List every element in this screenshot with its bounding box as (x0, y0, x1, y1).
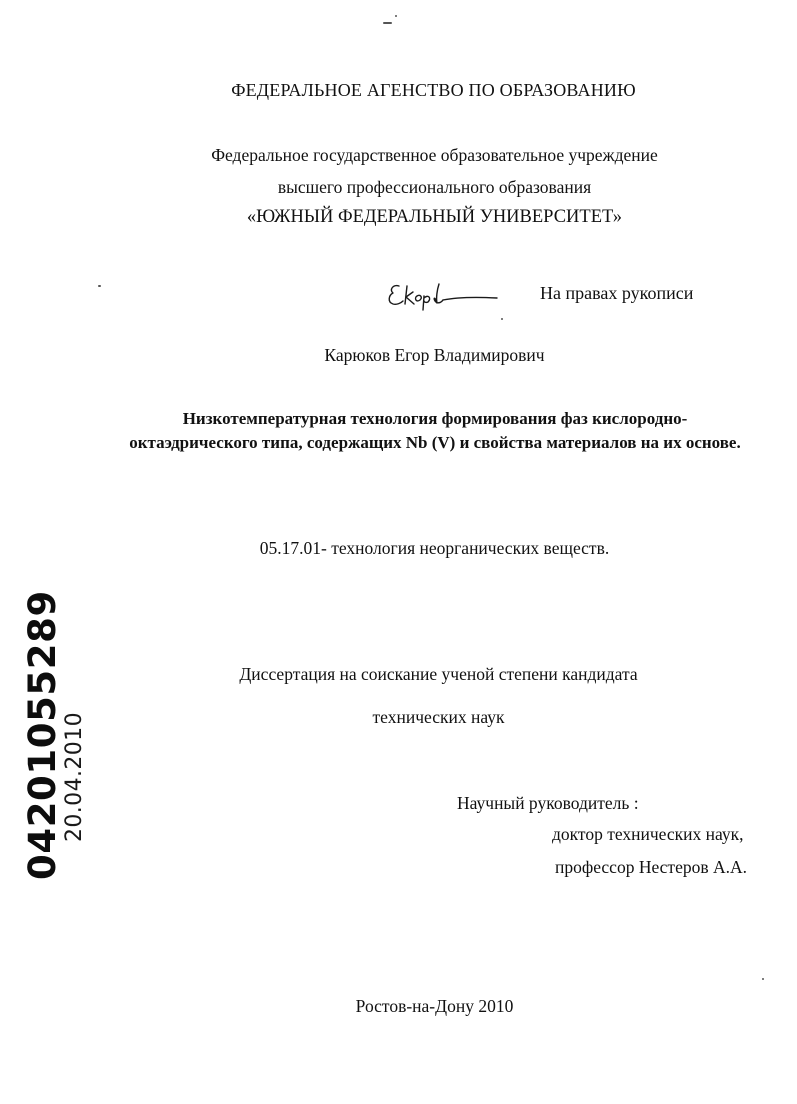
manuscript-rights-note: На правах рукописи (540, 283, 694, 303)
scan-speck (395, 15, 397, 17)
institution-line-1: Федеральное государственное образовательное учреждение (211, 145, 658, 165)
supervisor-label: Научный руководитель : (457, 793, 639, 813)
thesis-title: Низкотемпературная технология формирования фаз кислородно-октаэдрического типа, содержащих Nb (V) и свойства материалов на их основе. (129, 409, 741, 452)
dissertation-line-2: технических наук (372, 707, 505, 727)
institution-line-2: высшего профессионального образования (277, 177, 592, 197)
scan-speck (98, 285, 101, 287)
specialty-code: 05.17.01- технология неорганических веществ. (259, 538, 610, 558)
library-stamp-date: 20.04.2010 (62, 712, 87, 842)
dissertation-line-1: Диссертация на соискание ученой степени кандидата (239, 664, 638, 684)
supervisor-name: профессор Нестеров А.А. (555, 857, 748, 877)
university-name: «ЮЖНЫЙ ФЕДЕРАЛЬНЫЙ УНИВЕРСИТЕТ» (246, 207, 623, 227)
handwritten-signature (383, 276, 501, 314)
author-name: Карюков Егор Владимирович (324, 345, 545, 365)
city-year: Ростов-на-Дону 2010 (355, 996, 514, 1016)
scan-speck (762, 978, 764, 980)
library-stamp-number: 04201055289 (21, 590, 64, 880)
supervisor-degree: доктор технических наук, (552, 824, 744, 844)
scan-speck (501, 318, 503, 320)
agency-heading: ФЕДЕРАЛЬНОЕ АГЕНСТВО ПО ОБРАЗОВАНИЮ (231, 80, 636, 100)
scan-speck (383, 22, 392, 24)
